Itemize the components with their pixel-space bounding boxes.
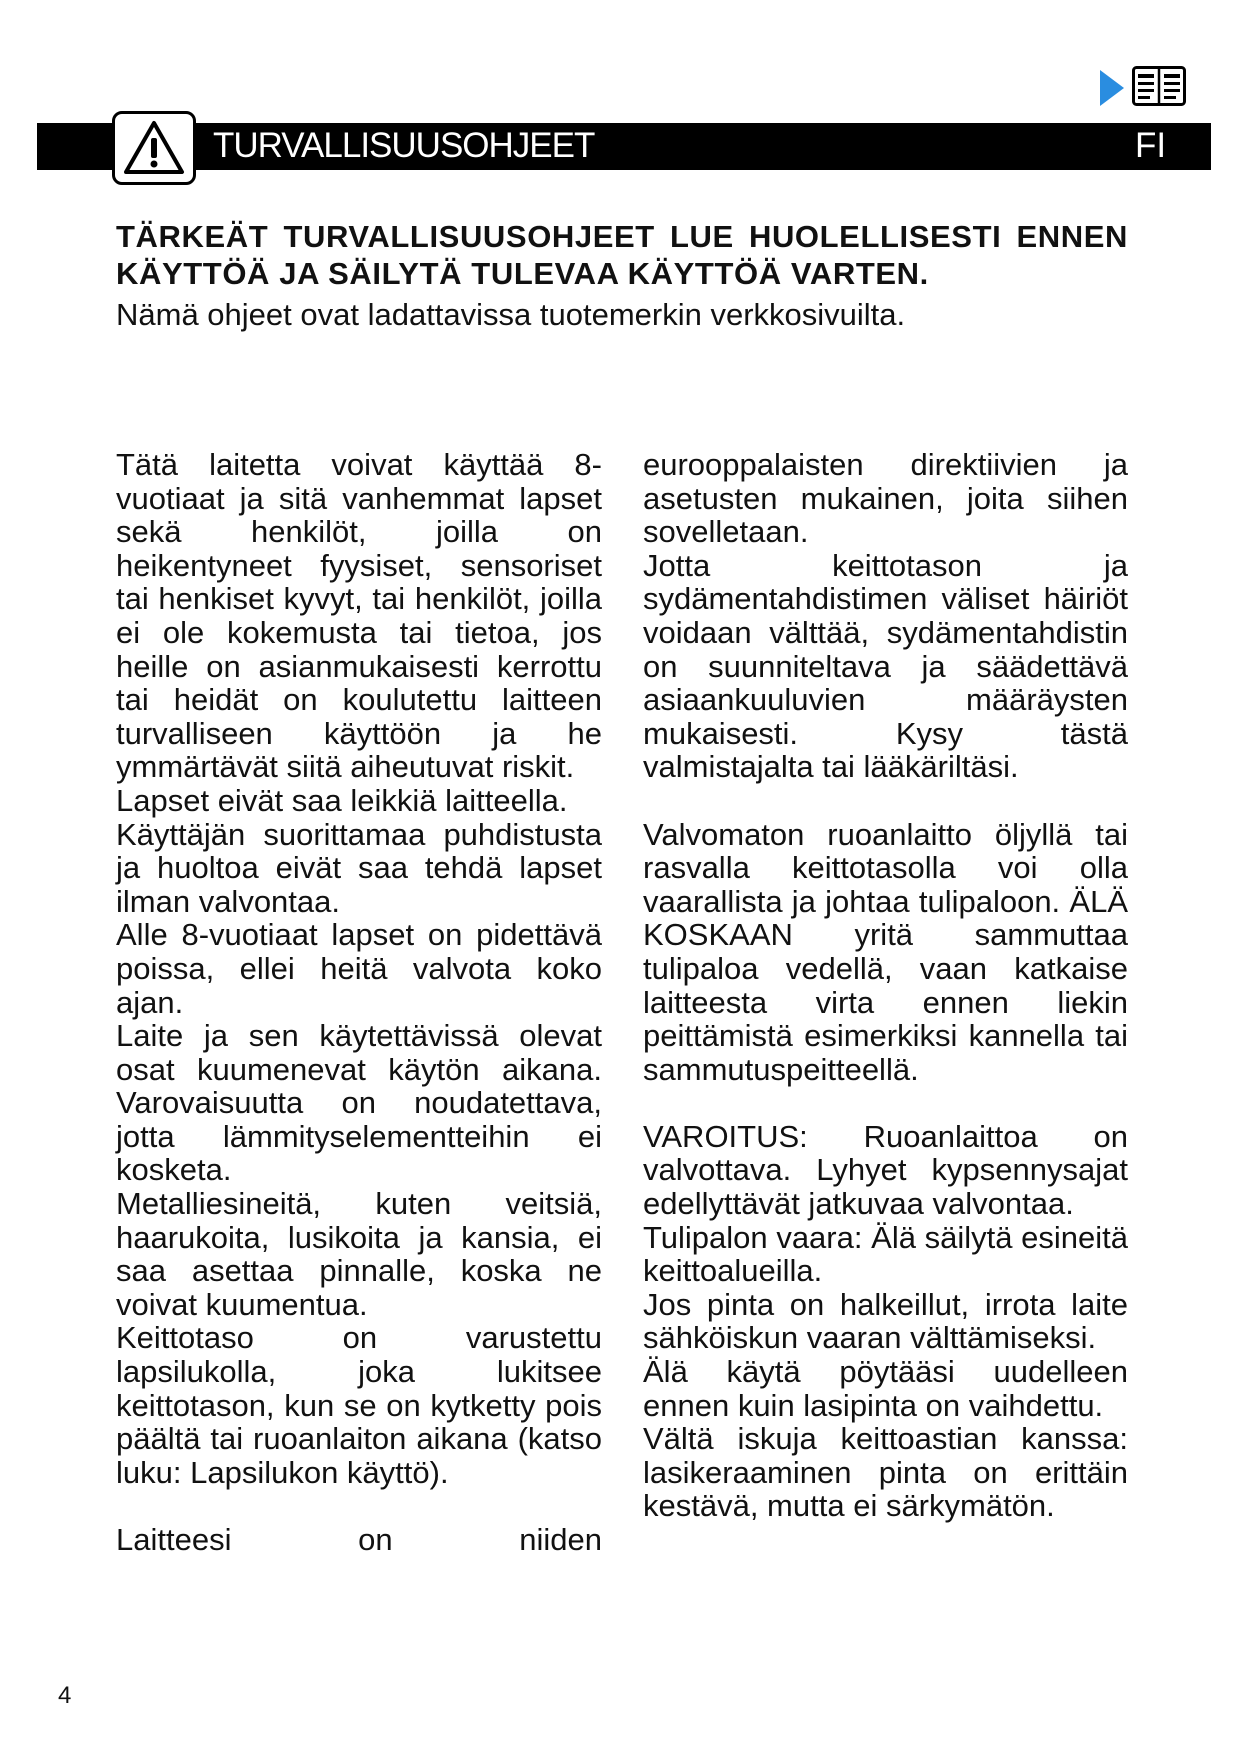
intro-subtext: Nämä ohjeet ovat ladattavissa tuotemerkin verkkosivuilta. xyxy=(116,297,906,332)
paragraph: Tulipalon vaara: Älä säilytä esineitä keittoalueilla. xyxy=(643,1219,1128,1289)
right-column xyxy=(643,448,1128,1523)
paragraph: eurooppalaisten direktiivien ja asetusten mukainen, joita siihen sovelletaan. xyxy=(643,447,1128,550)
warning-badge xyxy=(112,111,196,185)
left-column xyxy=(116,448,602,1557)
intro-block xyxy=(116,218,1128,335)
paragraph: Jos pinta on halkeillut, irrota laite sähköiskun vaaran välttämiseksi. xyxy=(643,1286,1128,1356)
paragraph: Valvomaton ruoanlaitto öljyllä tai rasvalla keittotasolla voi olla vaarallista ja johtaa tulipaloon. ÄLÄ KOSKAAN yritä sammuttaa tulipaloa vedellä, vaan katkaise laitteesta virta ennen liekin peittämistä esimerkiksi kannella tai sammutuspeitteellä. xyxy=(643,816,1128,1087)
paragraph: Tätä laitetta voivat käyttää 8-vuotiaat ja sitä vanhemmat lapset sekä henkilöt, joilla on heikentyneet fyysiset, sensoriset tai henkiset kyvyt, tai henkilöt, joilla ei ole kokemusta tai tietoa, jos heille on asianmukaisesti kerrottu tai heidät on koulutettu laitteen turvalliseen käyttöön ja he ymmärtävät siitä aiheutuvat riskit. xyxy=(116,447,602,785)
paragraph: Alle 8-vuotiaat lapset on pidettävä poissa, ellei heitä valvota koko ajan. xyxy=(116,917,602,1020)
paragraph: VAROITUS: Ruoanlaittoa on valvottava. Lyhyet kypsennysajat edellyttävät jatkuvaa valvontaa. xyxy=(643,1118,1128,1222)
intro-heading: TÄRKEÄT TURVALLISUUSOHJEET LUE HUOLELLISESTI ENNEN KÄYTTÖÄ JA SÄILYTÄ TULEVAA KÄYTTÖÄ VARTEN. xyxy=(116,219,1128,291)
section-title: TURVALLISUUSOHJEET xyxy=(213,126,595,165)
paragraph: Jotta keittotason ja sydämentahdistimen väliset häiriöt voidaan välttää, sydämentahdistin on suunniteltava ja säädettävä asiaankuuluvien määräysten mukaisesti. Kysy tästä valmistajalta tai lääkäriltäsi. xyxy=(643,547,1128,785)
paragraph: Älä käytä pöytääsi uudelleen ennen kuin lasipinta on vaihdettu. xyxy=(643,1354,1128,1423)
language-code: FI xyxy=(1135,126,1167,165)
paragraph: Keittotaso on varustettu lapsilukolla, joka lukitsee keittotason, kun se on kytketty pois päältä tai ruoanlaiton aikana (katso luku: Lapsilukon käyttö). xyxy=(116,1320,602,1490)
paragraph: Laite ja sen käytettävissä olevat osat kuumenevat käytön aikana. Varovaisuutta on noudatettava, jotta lämmityselementteihin ei kosketa. xyxy=(116,1018,602,1188)
manual-book-icon xyxy=(1132,66,1186,106)
page-number: 4 xyxy=(58,1682,72,1709)
paragraph: Lapset eivät saa leikkiä laitteella. xyxy=(116,782,568,818)
warning-triangle-icon xyxy=(123,120,185,176)
top-icons xyxy=(1100,64,1190,108)
play-arrow-icon xyxy=(1100,70,1124,106)
paragraph: Metalliesineitä, kuten veitsiä, haarukoita, lusikoita ja kansia, ei saa asettaa pinnalle, koska ne voivat kuumentua. xyxy=(116,1186,602,1322)
paragraph: Käyttäjän suorittamaa puhdistusta ja huoltoa eivät saa tehdä lapset ilman valvontaa. xyxy=(116,816,602,919)
paragraph: Laitteesi on niiden xyxy=(116,1522,602,1557)
paragraph: Vältä iskuja keittoastian kanssa: lasikeraaminen pinta on erittäin kestävä, mutta ei särkymätön. xyxy=(643,1421,1128,1524)
